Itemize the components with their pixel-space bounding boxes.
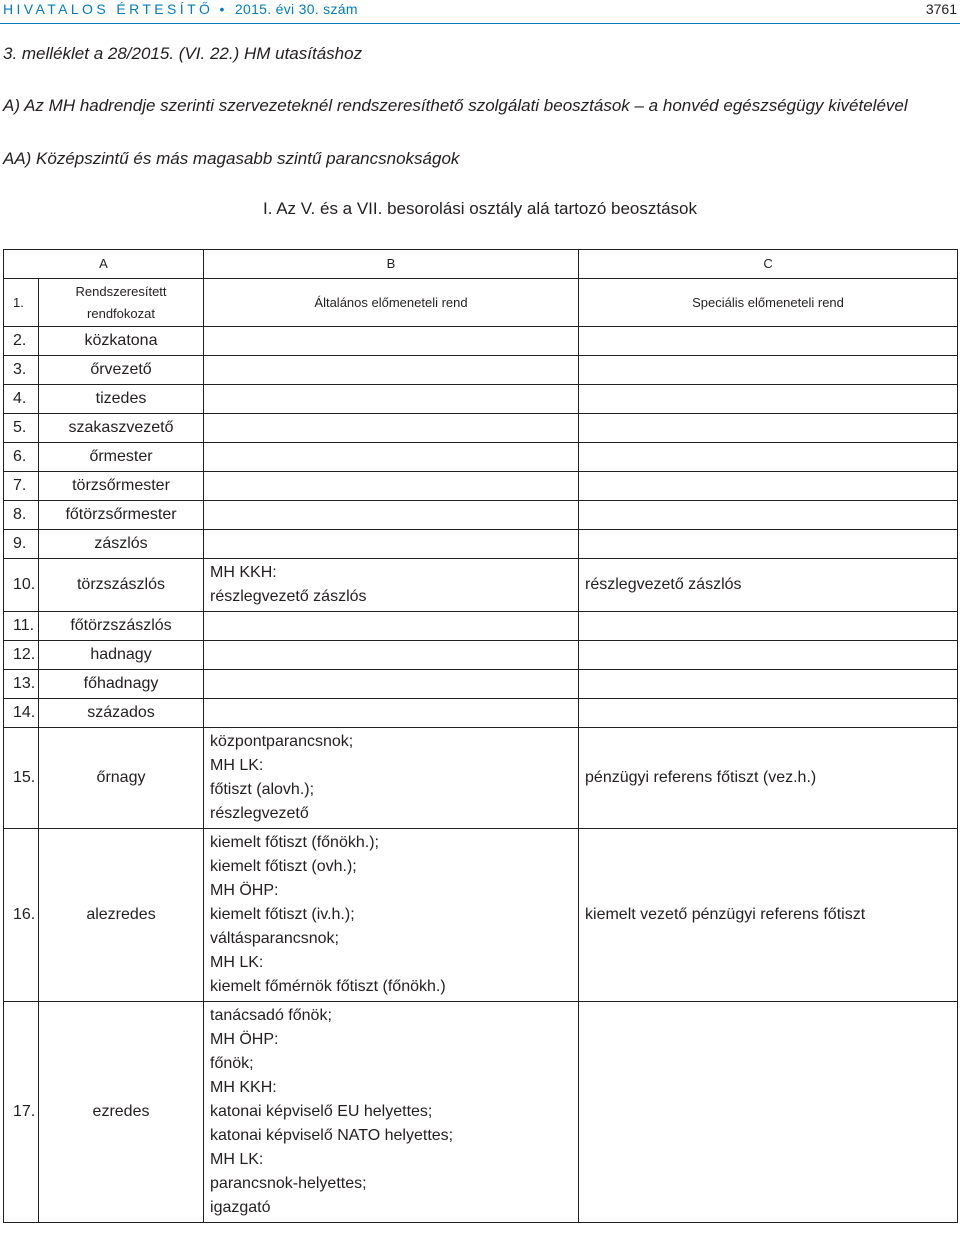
publication-info (3, 1, 358, 17)
general-career-cell (204, 1002, 579, 1223)
special-career-cell (579, 641, 958, 670)
general-career-cell (204, 385, 579, 414)
table-row (4, 443, 958, 472)
table-row (4, 559, 958, 612)
special-career-cell (579, 530, 958, 559)
special-career-cell (579, 356, 958, 385)
general-career-cell (204, 327, 579, 356)
special-career-cell (579, 414, 958, 443)
special-career-cell (579, 501, 958, 530)
publication-name: HIVATALOS ÉRTESÍTŐ (3, 1, 214, 17)
general-career-cell (204, 829, 579, 1002)
general-career-cell (204, 501, 579, 530)
row-number: 15. (4, 728, 39, 829)
general-career-line: parancsnok-helyettes; (210, 1175, 367, 1192)
general-career-line: kiemelt főmérnök főtiszt (főnökh.) (210, 978, 446, 995)
column-letter-a: A (4, 250, 204, 279)
rank-cell: őrmester (39, 443, 204, 472)
general-career-cell (204, 559, 579, 612)
column-letter-c: C (579, 250, 958, 279)
general-career-cell (204, 612, 579, 641)
row-number: 17. (4, 1002, 39, 1223)
table-row (4, 612, 958, 641)
general-career-line: váltásparancsnok; (210, 930, 339, 947)
general-career-line: főnök; (210, 1055, 254, 1072)
row-number: 13. (4, 670, 39, 699)
row-number: 12. (4, 641, 39, 670)
row-number: 16. (4, 829, 39, 1002)
rank-cell: hadnagy (39, 641, 204, 670)
general-career-line: központparancsnok; (210, 733, 354, 750)
general-career-line: MH KKH: (210, 1079, 277, 1096)
table-row (4, 641, 958, 670)
table-row (4, 530, 958, 559)
table-subtitle: I. Az V. és a VII. besorolási osztály alá tartozó beosztások (262, 199, 698, 218)
header-rank-line2: rendfokozat (87, 305, 155, 321)
section-a-heading: A) Az MH hadrendje szerinti szervezeteknél rendszeresíthető szolgálati beosztások – a honvéd egészségügy kivételével (3, 96, 908, 115)
general-career-line: részlegvezető zászlós (210, 588, 367, 605)
table-row (4, 1002, 958, 1223)
positions-table (3, 249, 958, 1223)
general-career-cell (204, 414, 579, 443)
general-career-line: MH KKH: (210, 564, 277, 581)
rank-cell: törzszászlós (39, 559, 204, 612)
general-career-line: MH LK: (210, 1151, 264, 1168)
general-career-line: MH LK: (210, 954, 264, 971)
special-career-cell (579, 472, 958, 501)
rank-cell: ezredes (39, 1002, 204, 1223)
rank-cell: alezredes (39, 829, 204, 1002)
row-number: 2. (4, 327, 39, 356)
table-row (4, 356, 958, 385)
table-row (4, 728, 958, 829)
table-row (4, 472, 958, 501)
general-career-line: MH ÖHP: (210, 1031, 279, 1048)
row-number: 14. (4, 699, 39, 728)
row-number: 9. (4, 530, 39, 559)
rank-cell: tizedes (39, 385, 204, 414)
special-career-cell (579, 327, 958, 356)
general-career-line: főtiszt (alovh.); (210, 781, 315, 798)
general-career-line: kiemelt főtiszt (ovh.); (210, 858, 357, 875)
rank-cell: főtörzsőrmester (39, 501, 204, 530)
row-number: 4. (4, 385, 39, 414)
header-separator: • (219, 1, 225, 17)
page-number: 3761 (925, 1, 957, 17)
special-career-cell: pénzügyi referens főtiszt (vez.h.) (579, 728, 958, 829)
row-number: 6. (4, 443, 39, 472)
page-header (0, 0, 960, 26)
header-row-number: 1. (4, 279, 39, 327)
general-career-cell (204, 530, 579, 559)
general-career-line: MH LK: (210, 757, 264, 774)
general-career-line: katonai képviselő NATO helyettes; (210, 1127, 454, 1144)
general-career-cell (204, 728, 579, 829)
special-career-cell (579, 699, 958, 728)
rank-cell: zászlós (39, 530, 204, 559)
special-career-cell: részlegvezető zászlós (579, 559, 958, 612)
general-career-line: katonai képviselő EU helyettes; (210, 1103, 433, 1120)
annex-title: 3. melléklet a 28/2015. (VI. 22.) HM utasításhoz (3, 44, 363, 63)
column-letter-b: B (204, 250, 579, 279)
rank-cell: őrnagy (39, 728, 204, 829)
row-number: 8. (4, 501, 39, 530)
header-rank-line1: Rendszeresített (75, 283, 167, 299)
table-row (4, 327, 958, 356)
rank-cell: százados (39, 699, 204, 728)
general-career-cell (204, 472, 579, 501)
table-row (4, 699, 958, 728)
general-career-line: részlegvezető (210, 805, 309, 822)
row-number: 10. (4, 559, 39, 612)
general-career-cell (204, 699, 579, 728)
header-general-career: Általános előmeneteli rend (204, 279, 579, 327)
special-career-cell (579, 443, 958, 472)
general-career-cell (204, 443, 579, 472)
table-header-row (4, 279, 958, 327)
general-career-cell (204, 641, 579, 670)
table-row (4, 501, 958, 530)
special-career-cell (579, 385, 958, 414)
table-row (4, 670, 958, 699)
general-career-line: kiemelt főtiszt (iv.h.); (210, 906, 355, 923)
special-career-cell (579, 670, 958, 699)
row-number: 11. (4, 612, 39, 641)
row-number: 3. (4, 356, 39, 385)
table-row (4, 829, 958, 1002)
issue-label: 2015. évi 30. szám (234, 1, 358, 17)
rank-cell: őrvezető (39, 356, 204, 385)
general-career-line: tanácsadó főnök; (210, 1007, 332, 1024)
row-number: 5. (4, 414, 39, 443)
rank-cell: főtörzszászlós (39, 612, 204, 641)
special-career-cell (579, 612, 958, 641)
rank-cell: közkatona (39, 327, 204, 356)
row-number: 7. (4, 472, 39, 501)
rank-cell: szakaszvezető (39, 414, 204, 443)
rank-cell: főhadnagy (39, 670, 204, 699)
header-rule (0, 23, 960, 24)
column-letter-row (4, 250, 958, 279)
general-career-line: igazgató (210, 1199, 271, 1216)
header-rank-cell (39, 279, 204, 327)
special-career-cell (579, 1002, 958, 1223)
table-row (4, 414, 958, 443)
general-career-line: MH ÖHP: (210, 882, 279, 899)
general-career-cell (204, 356, 579, 385)
table-row (4, 385, 958, 414)
header-special-career: Speciális előmeneteli rend (579, 279, 958, 327)
section-aa-heading: AA) Középszintű és más magasabb szintű parancsnokságok (3, 149, 460, 168)
general-career-cell (204, 670, 579, 699)
rank-cell: törzsőrmester (39, 472, 204, 501)
general-career-line: kiemelt főtiszt (főnökh.); (210, 834, 379, 851)
special-career-cell: kiemelt vezető pénzügyi referens főtiszt (579, 829, 958, 1002)
